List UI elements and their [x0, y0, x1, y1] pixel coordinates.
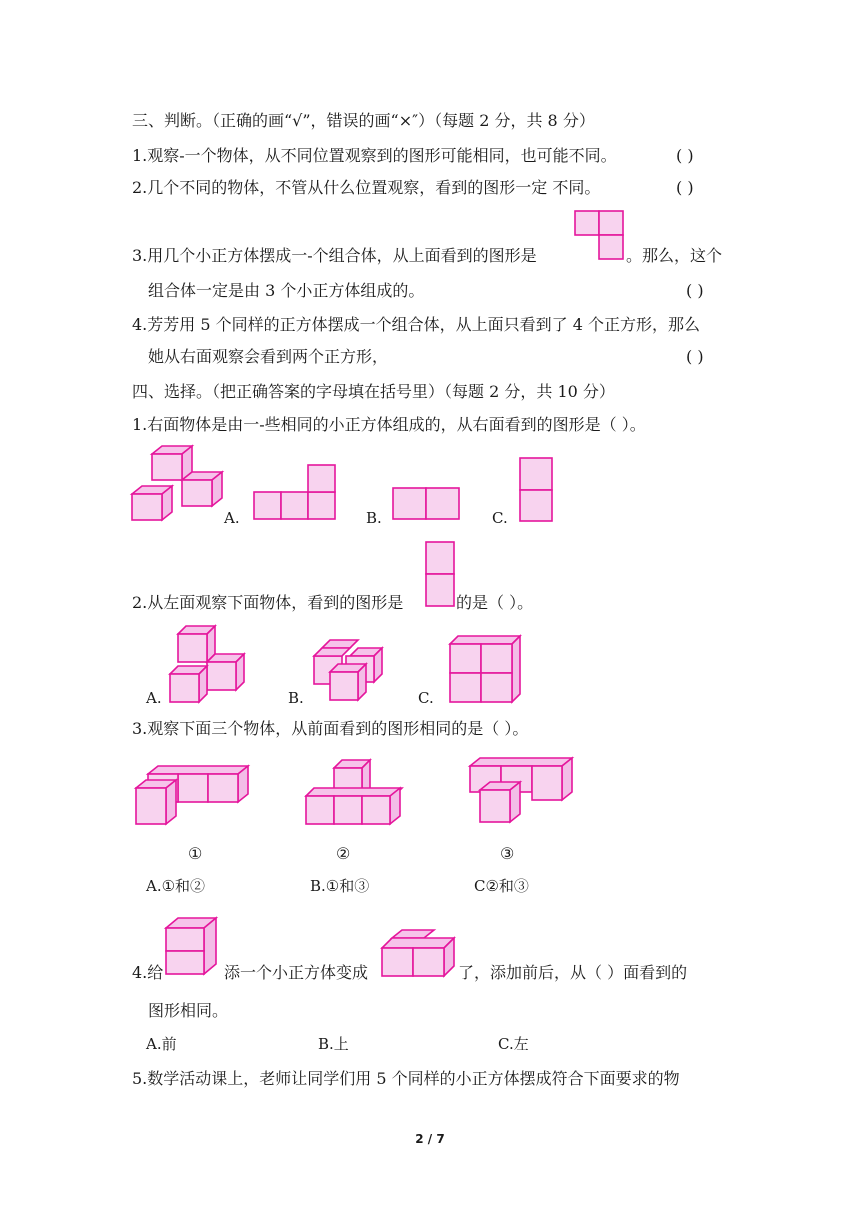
section3-heading: 三、判断。（正确的画“√”，错误的画“×″）（每题 2 分，共 8 分）: [132, 111, 595, 130]
choice-q5: 5.数学活动课上，老师让同学们用 5 个同样的小正方体摆成符合下面要求的物: [132, 1069, 680, 1088]
judge-q4-line1: 4.芳芳用 5 个同样的正方体摆成一个组合体，从上面只看到了 4 个正方形，那么: [132, 315, 700, 334]
choice-q4-line2: 图形相同。: [148, 1001, 229, 1020]
q2-option-b[interactable]: B.: [288, 689, 304, 707]
q1-option-c-figure: [518, 456, 554, 524]
q3-object-3-figure: [466, 756, 576, 828]
judge-q4-line2: 她从右面观察会看到两个正方形，: [148, 347, 389, 366]
choice-q1: 1.右面物体是由一-些相同的小正方体组成的，从右面看到的图形是（ ）。: [132, 415, 646, 434]
q3-label-3: ③: [500, 844, 515, 863]
q3-label-1: ①: [188, 844, 203, 863]
q2-option-c[interactable]: C.: [418, 689, 434, 707]
q4-option-a[interactable]: A.前: [146, 1035, 177, 1053]
answer-paren-4[interactable]: ( ): [686, 347, 704, 366]
page-number: 2 / 7: [415, 1132, 445, 1146]
q1-option-b-figure: [392, 486, 462, 522]
q1-option-a-figure: [252, 464, 336, 522]
q3-label-2: ②: [336, 844, 351, 863]
judge-q3-line1-a: 3.用几个小正方体摆成一-个组合体，从上面看到的图形是: [132, 246, 537, 265]
choice-q2-a: 2.从左面观察下面物体，看到的图形是: [132, 593, 404, 612]
section4-heading: 四、选择。（把正确答案的字母填在括号里）（每题 2 分，共 10 分）: [132, 382, 615, 401]
q4-after-figure: [378, 928, 458, 980]
judge-q3-line1-b: 。那么，这个: [626, 246, 723, 265]
q1-option-c[interactable]: C.: [492, 509, 508, 527]
q2-option-a[interactable]: A.: [146, 689, 162, 707]
q3-option-a[interactable]: A.①和②: [146, 877, 206, 895]
q4-before-figure: [162, 914, 220, 978]
judge-q1: 1.观察-一个物体，从不同位置观察到的图形可能相同，也可能不同。: [132, 146, 617, 165]
choice-q3: 3.观察下面三个物体，从前面看到的图形相同的是（ ）。: [132, 719, 529, 738]
q3-object-1-figure: [134, 764, 252, 828]
judge-q3-line2: 组合体一定是由 3 个小正方体组成的。: [148, 281, 425, 300]
q3-object-2-figure: [304, 758, 406, 828]
q1-option-a[interactable]: A.: [224, 509, 240, 527]
top-view-figure: [574, 210, 626, 262]
choice-q4-b: 添一个小正方体变成: [224, 963, 369, 982]
q2-left-view-figure: [424, 540, 456, 610]
q4-option-b[interactable]: B.上: [318, 1035, 349, 1053]
q1-option-b[interactable]: B.: [366, 509, 382, 527]
q4-option-c[interactable]: C.左: [498, 1035, 529, 1053]
q3-option-b[interactable]: B.①和③: [310, 877, 370, 895]
q1-object-figure: [128, 444, 228, 524]
answer-paren-1[interactable]: ( ): [676, 146, 694, 165]
answer-paren-3[interactable]: ( ): [686, 281, 704, 300]
choice-q2-b: 的是（ ）。: [456, 593, 534, 612]
answer-paren-2[interactable]: ( ): [676, 178, 694, 197]
q2-option-c-figure: [446, 632, 524, 706]
q3-option-c[interactable]: C②和③: [474, 877, 529, 895]
choice-q4-a: 4.给: [132, 963, 164, 982]
judge-q2: 2.几个不同的物体，不管从什么位置观察，看到的图形一定 不同。: [132, 178, 601, 197]
q2-option-b-figure: [312, 634, 386, 704]
choice-q4-c: 了，添加前后，从（ ）面看到的: [458, 963, 688, 982]
q2-option-a-figure: [168, 624, 248, 706]
